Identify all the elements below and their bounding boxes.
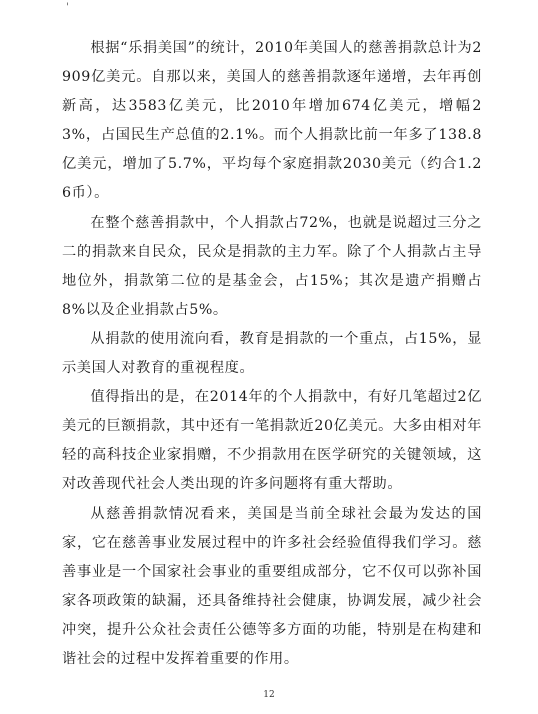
paragraph-donation-totals: 根据“乐捐美国”的统计，2010年美国人的慈善捐款总计为2909亿美元。自那以来，美国人的慈善捐款逐年递增，去年再创新高，达3583亿美元，比2010年增加674亿美元，增幅23%，占国民生产总值的2.1%。而个人捐款比前一年多了138.8亿美元，增加了5.7%，平均每个家庭捐款2030美元（约合1.26币）。 <box>62 40 482 202</box>
paragraph-education-use: 从捐款的使用流向看，教育是捐款的一个重点，占15%，显示美国人对教育的重视程度。 <box>62 330 482 377</box>
paragraph-conclusion: 从慈善捐款情况看来，美国是当前全球社会最为发达的国家，它在慈善事业发展过程中的许多社会经验值得我们学习。慈善事业是一个国家社会事业的重要组成部分，它不仅可以弥补国家各项政策的缺漏，还具备维持社会健康，协调发展，减少社会冲突，提升公众社会责任公德等多方面的功能，特别是在构建和谐社会的过程中发挥着重要的作用。 <box>62 505 482 667</box>
paragraph-donation-sources: 在整个慈善捐款中，个人捐款占72%，也就是说超过三分之二的捐款来自民众，民众是捐款的主力军。除了个人捐款占主导地位外，捐款第二位的是基金会，占15%；其次是遗产捐赠占8%以及企业捐款占5%。 <box>62 214 482 318</box>
paragraph-large-donations: 值得指出的是，在2014年的个人捐款中，有好几笔超过2亿美元的巨额捐款，其中还有一笔捐款近20亿美元。大多由相对年轻的高科技企业家捐赠，不少捐款用在医学研究的关键领域，这对改善现代社会人类出现的许多问题将有重大帮助。 <box>62 389 482 493</box>
body-text <box>62 34 482 674</box>
page-number: 12 <box>263 690 275 700</box>
corner-mark: ' <box>66 2 69 13</box>
